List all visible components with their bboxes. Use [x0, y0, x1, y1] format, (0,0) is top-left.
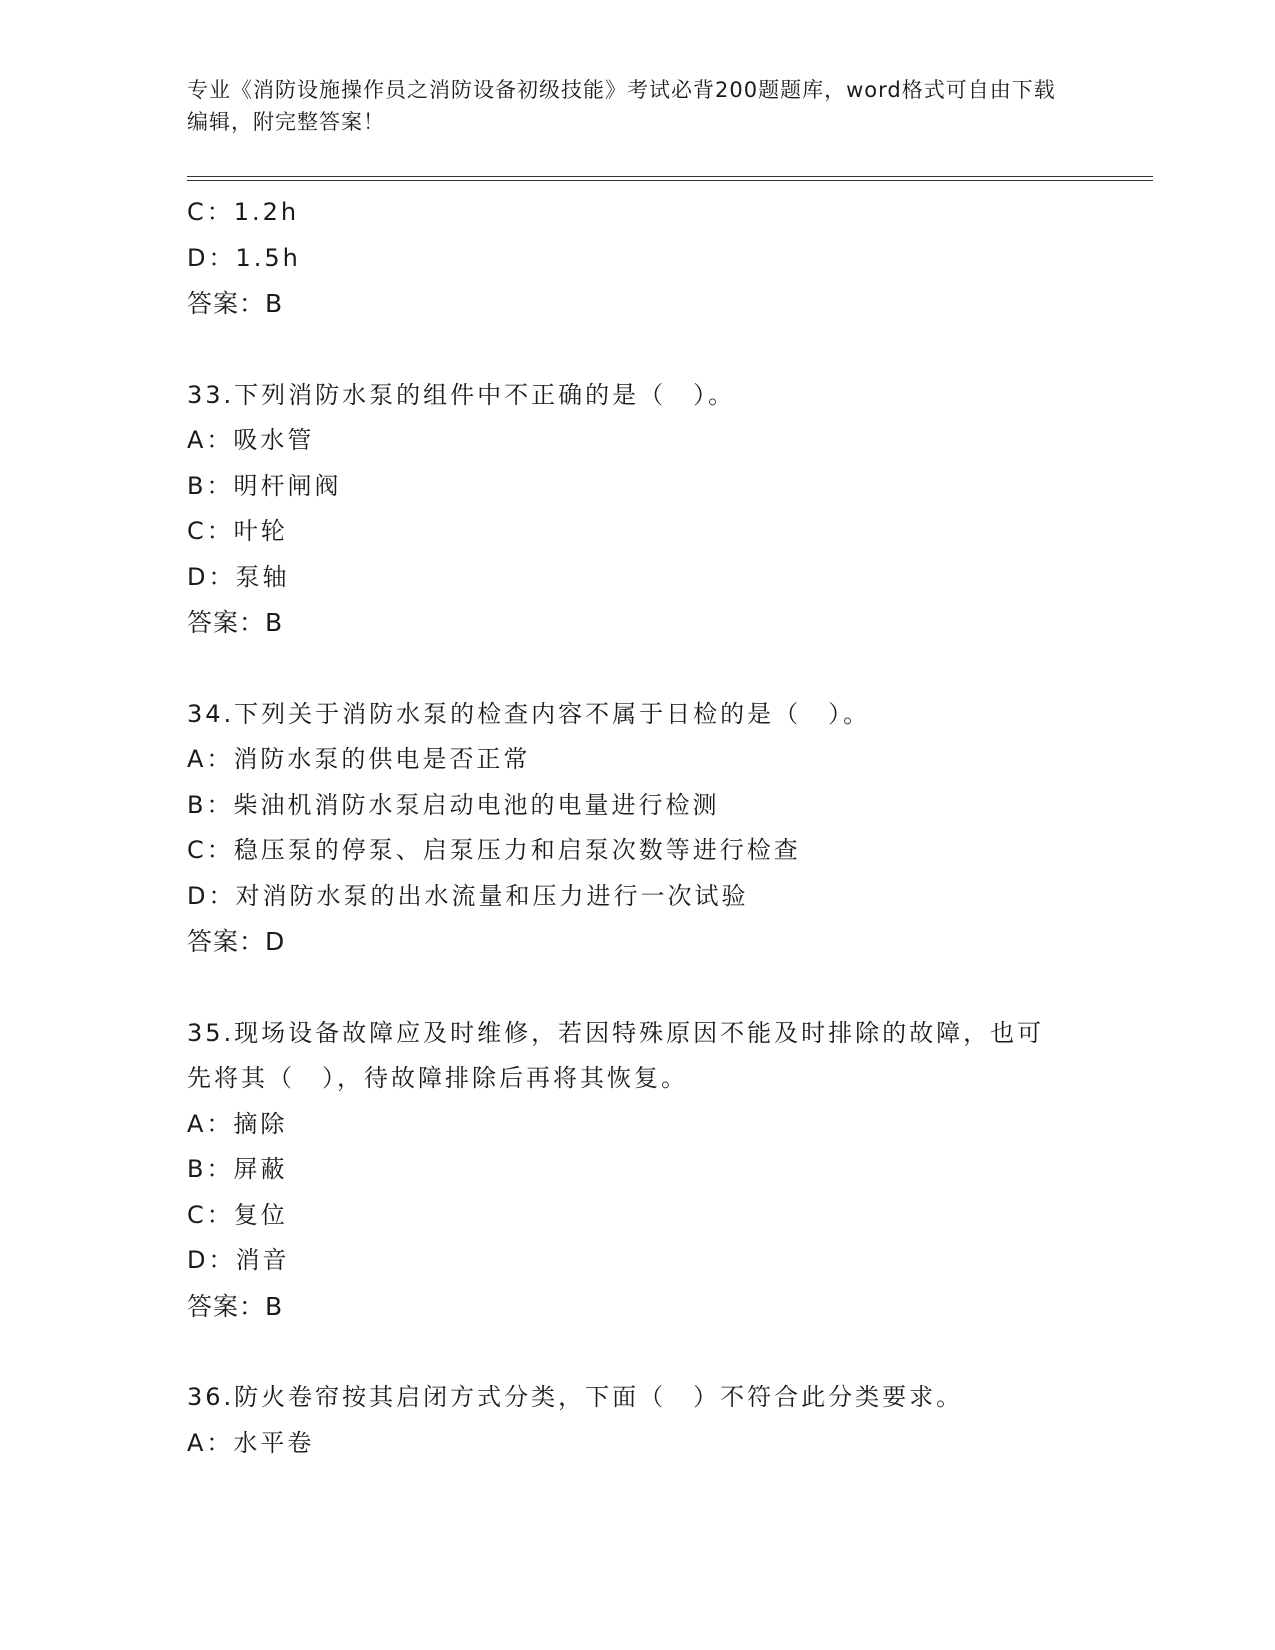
previous-question-tail: [187, 190, 1087, 327]
option-a: A：吸水管: [187, 426, 315, 454]
option-d: D：消音: [187, 1246, 290, 1274]
answer: 答案：B: [187, 1291, 284, 1321]
question-stem: 34.下列关于消防水泵的检查内容不属于日检的是（ ）。: [187, 699, 871, 728]
option-c: C：叶轮: [187, 517, 288, 545]
question-36: [187, 1375, 1087, 1466]
question-stem: 35.现场设备故障应及时维修，若因特殊原因不能及时排除的故障，也可先将其（ ），待故障排除后再将其恢复。: [187, 1018, 1045, 1092]
option-b: B：明杆闸阀: [187, 471, 342, 500]
option-c: C：1.2h: [187, 198, 300, 226]
option-a: A：消防水泵的供电是否正常: [187, 745, 531, 773]
question-list: [187, 190, 1087, 1466]
answer: 答案：D: [187, 927, 286, 956]
option-c: C：稳压泵的停泵、启泵压力和启泵次数等进行检查: [187, 836, 801, 864]
question-33: [187, 373, 1087, 646]
option-d: D：泵轴: [187, 562, 290, 591]
option-d: D：1.5h: [187, 243, 301, 272]
spacer: [187, 646, 1087, 692]
option-b: B：柴油机消防水泵启动电池的电量进行检测: [187, 790, 720, 819]
question-stem: 33.下列消防水泵的组件中不正确的是（ ）。: [187, 380, 736, 409]
answer: 答案：B: [187, 289, 284, 318]
spacer: [187, 327, 1087, 373]
question-35: [187, 1011, 1087, 1330]
answer: 答案：B: [187, 608, 284, 637]
spacer: [187, 965, 1087, 1011]
option-a: A：摘除: [187, 1109, 288, 1138]
header-divider: [187, 176, 1153, 181]
question-stem: 36.防火卷帘按其启闭方式分类，下面（ ）不符合此分类要求。: [187, 1383, 964, 1411]
option-a: A：水平卷: [187, 1428, 315, 1457]
spacer: [187, 1329, 1087, 1375]
question-34: [187, 692, 1087, 965]
page-header: 专业《消防设施操作员之消防设备初级技能》考试必背200题题库，word格式可自由下载编辑，附完整答案！: [187, 78, 1056, 134]
option-b: B：屏蔽: [187, 1155, 288, 1183]
option-c: C：复位: [187, 1200, 288, 1229]
option-d: D：对消防水泵的出水流量和压力进行一次试验: [187, 881, 749, 910]
